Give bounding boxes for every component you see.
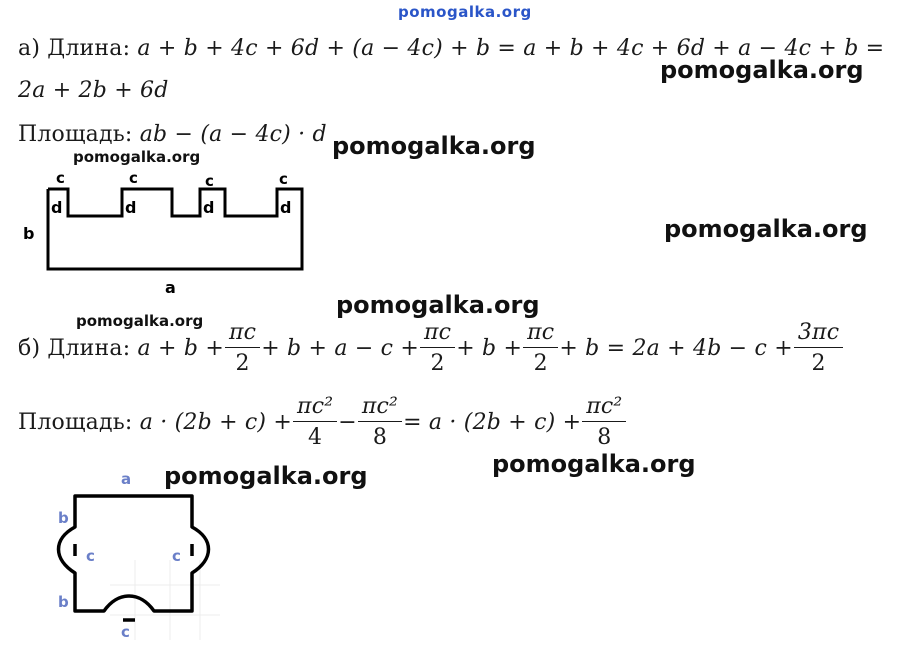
fig-a-label-c1: c (56, 169, 65, 187)
fig-a-label-b: b (23, 224, 35, 243)
watermark: pomogalka.org (660, 56, 864, 84)
part-a-length-label: а) Длина: (18, 36, 131, 61)
part-a-area-label: Площадь: (18, 122, 133, 147)
fraction: $\frac{3\pi c}{2}$ (796, 322, 841, 375)
fig-a-label-d4: d (280, 198, 292, 217)
fraction: $\frac{\pi c}{2}$ (422, 322, 453, 375)
watermark: pomogalka.org (336, 291, 540, 319)
fig-a-label-c2: c (129, 169, 138, 187)
fig-a-label-c4: c (279, 170, 288, 188)
watermark: pomogalka.org (73, 148, 201, 166)
part-b-length-label: б) Длина: (18, 335, 131, 361)
part-b-length-seg4: + b = 2a + 4b − c + (559, 335, 793, 361)
part-a-figure-outline (48, 189, 302, 269)
fraction: $\frac{\text{πc²}}{4}$ (295, 396, 335, 449)
watermark-top: pomogalka.org (398, 3, 532, 21)
fig-a-label-d3: d (203, 198, 215, 217)
part-b-area-seg1: a · (2b + c) + (139, 409, 293, 435)
part-b-length-line (18, 318, 844, 378)
part-a-length-line2 (18, 78, 169, 103)
part-b-area-line (18, 392, 627, 452)
part-b-length-seg2: + b + a − c + (261, 335, 420, 361)
fraction: $\frac{\pi c}{2}$ (227, 322, 258, 375)
part-a-area-formula: ab − (a − 4c) · d (139, 122, 327, 147)
watermark: pomogalka.org (664, 215, 868, 243)
fig-b-label-a: a (121, 470, 132, 488)
fig-b-label-c-right: c (172, 547, 181, 565)
fig-b-label-c-left: c (86, 547, 95, 565)
part-b-area-label: Площадь: (18, 409, 133, 435)
watermark: pomogalka.org (492, 450, 696, 478)
watermark: pomogalka.org (164, 462, 368, 490)
part-a-length-formula: a + b + 4c + 6d + (a − 4c) + b = a + b + 4c + 6d + a − 4c + b = (137, 36, 885, 61)
fig-b-label-b2: b (58, 593, 69, 611)
part-b-area-seg3: = a · (2b + c) + (403, 409, 582, 435)
fraction: $\frac{\text{πc²}}{8}$ (584, 396, 624, 449)
part-a-area-line (18, 122, 327, 147)
fraction: $\frac{\pi c}{2}$ (525, 322, 556, 375)
fig-a-label-c3: c (205, 172, 214, 190)
watermark: pomogalka.org (332, 132, 536, 160)
fig-a-label-d2: d (125, 198, 137, 217)
fig-b-label-b1: b (58, 509, 69, 527)
part-b-figure (50, 465, 225, 645)
part-b-length-seg1: a + b + (137, 335, 224, 361)
part-b-figure-outline (59, 496, 209, 611)
fig-a-label-a: a (165, 278, 176, 297)
fig-a-label-d1: d (51, 198, 63, 217)
watermark: pomogalka.org (76, 312, 204, 330)
part-b-length-seg3: + b + (456, 335, 523, 361)
part-b-area-seg2: − (338, 409, 357, 435)
part-a-figure (15, 165, 325, 300)
fig-b-label-c-bottom: c (121, 623, 130, 641)
part-a-length-result: 2a + 2b + 6d (18, 78, 169, 103)
fraction: $\frac{\text{πc²}}{8}$ (360, 396, 400, 449)
